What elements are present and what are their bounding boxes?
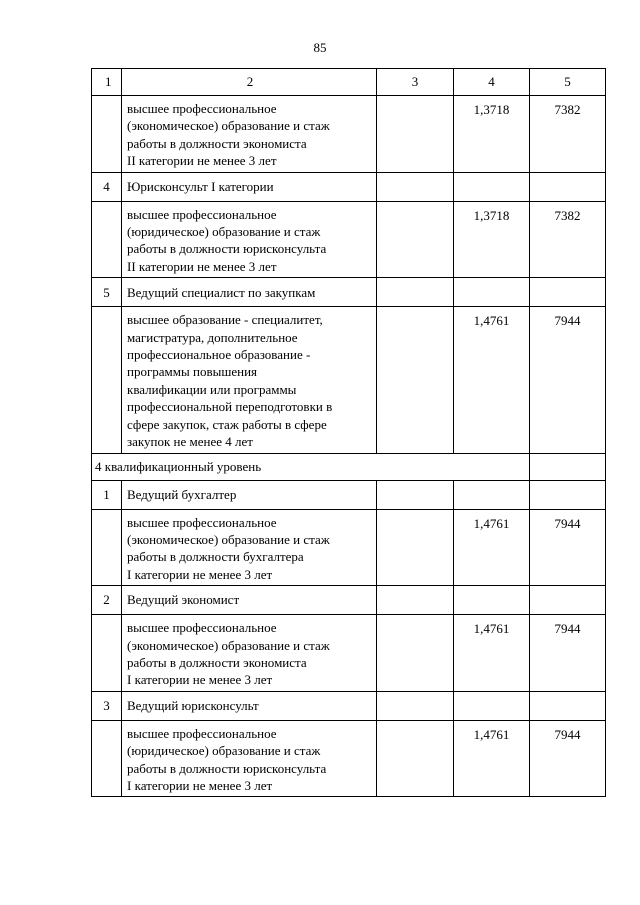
position-row xyxy=(92,172,606,201)
salary-value: 7944 xyxy=(530,509,606,586)
coefficient-value: 1,4761 xyxy=(454,307,530,453)
salary-cell xyxy=(530,586,606,615)
requirements-line: I категории не менее 3 лет xyxy=(127,566,273,582)
requirements-line: (юридическое) образование и стаж xyxy=(127,224,321,240)
cell-col-5 xyxy=(530,453,606,480)
requirements-line: I категории не менее 3 лет xyxy=(127,672,273,688)
coefficient-cell xyxy=(454,691,530,720)
salary-cell xyxy=(530,278,606,307)
cell-col-3 xyxy=(377,201,454,278)
position-row xyxy=(92,691,606,720)
salary-cell xyxy=(530,691,606,720)
coefficient-value: 1,4761 xyxy=(454,615,530,692)
requirements-text xyxy=(122,720,377,797)
header-cell-5: 5 xyxy=(530,69,606,96)
qualification-level-heading: 4 квалификационный уровень xyxy=(92,453,530,480)
requirements-line: работы в должности экономиста xyxy=(127,135,307,151)
requirements-text xyxy=(122,307,377,453)
coefficient-cell xyxy=(454,480,530,509)
requirements-row xyxy=(92,509,606,586)
cell-col-1 xyxy=(92,509,122,586)
position-number: 4 xyxy=(92,172,122,201)
salary-value: 7944 xyxy=(530,615,606,692)
coefficient-value: 1,3718 xyxy=(454,96,530,173)
requirements-line: профессиональное образование - xyxy=(127,347,311,363)
coefficient-cell xyxy=(454,172,530,201)
header-cell-3: 3 xyxy=(377,69,454,96)
requirements-row xyxy=(92,720,606,797)
cell-col-1 xyxy=(92,720,122,797)
position-number: 2 xyxy=(92,586,122,615)
requirements-text xyxy=(122,615,377,692)
qualification-table xyxy=(91,68,606,797)
header-cell-1: 1 xyxy=(92,69,122,96)
cell-col-1 xyxy=(92,307,122,453)
requirements-line: (юридическое) образование и стаж xyxy=(127,743,321,759)
page-number: 85 xyxy=(313,40,327,55)
coefficient-value: 1,4761 xyxy=(454,720,530,797)
position-title: Ведущий экономист xyxy=(122,586,377,615)
position-number: 5 xyxy=(92,278,122,307)
cell-col-3 xyxy=(377,480,454,509)
cell-col-3 xyxy=(377,307,454,453)
salary-cell xyxy=(530,480,606,509)
header-cell-2: 2 xyxy=(122,69,377,96)
cell-col-1 xyxy=(92,615,122,692)
requirements-line: работы в должности экономиста xyxy=(127,654,307,670)
salary-value: 7382 xyxy=(530,96,606,173)
requirements-line: I категории не менее 3 лет xyxy=(127,777,273,793)
requirements-line: высшее профессиональное xyxy=(127,206,277,222)
requirements-line: высшее профессиональное xyxy=(127,725,277,741)
salary-cell xyxy=(530,172,606,201)
header-row xyxy=(92,69,606,96)
requirements-row xyxy=(92,615,606,692)
requirements-line: работы в должности юрисконсульта xyxy=(127,241,327,257)
cell-col-3 xyxy=(377,96,454,173)
requirements-line: закупок не менее 4 лет xyxy=(127,434,253,450)
requirements-line: (экономическое) образование и стаж xyxy=(127,118,330,134)
salary-value: 7944 xyxy=(530,307,606,453)
cell-col-1 xyxy=(92,96,122,173)
salary-value: 7944 xyxy=(530,720,606,797)
salary-value: 7382 xyxy=(530,201,606,278)
position-title: Ведущий юрисконсульт xyxy=(122,691,377,720)
position-row xyxy=(92,586,606,615)
requirements-line: высшее образование - специалитет, xyxy=(127,312,323,328)
cell-col-3 xyxy=(377,278,454,307)
cell-col-3 xyxy=(377,172,454,201)
requirements-text xyxy=(122,96,377,173)
requirements-line: квалификации или программы xyxy=(127,381,297,397)
requirements-row xyxy=(92,201,606,278)
requirements-line: высшее профессиональное xyxy=(127,620,277,636)
position-row xyxy=(92,278,606,307)
coefficient-value: 1,4761 xyxy=(454,509,530,586)
coefficient-cell xyxy=(454,586,530,615)
requirements-line: магистратура, дополнительное xyxy=(127,329,298,345)
qualification-level-row xyxy=(92,453,606,480)
cell-col-3 xyxy=(377,691,454,720)
table-body xyxy=(92,69,606,797)
cell-col-3 xyxy=(377,720,454,797)
position-title: Ведущий специалист по закупкам xyxy=(122,278,377,307)
position-row xyxy=(92,480,606,509)
requirements-row xyxy=(92,307,606,453)
coefficient-value: 1,3718 xyxy=(454,201,530,278)
requirements-line: (экономическое) образование и стаж xyxy=(127,531,330,547)
position-number: 3 xyxy=(92,691,122,720)
requirements-line: работы в должности юрисконсульта xyxy=(127,760,327,776)
requirements-row xyxy=(92,96,606,173)
requirements-line: сфере закупок, стаж работы в сфере xyxy=(127,416,327,432)
requirements-line: работы в должности бухгалтера xyxy=(127,549,304,565)
requirements-line: профессиональной переподготовки в xyxy=(127,399,333,415)
coefficient-cell xyxy=(454,278,530,307)
cell-col-3 xyxy=(377,586,454,615)
requirements-line: (экономическое) образование и стаж xyxy=(127,637,330,653)
position-title: Ведущий бухгалтер xyxy=(122,480,377,509)
position-title: Юрисконсульт I категории xyxy=(122,172,377,201)
cell-col-1 xyxy=(92,201,122,278)
requirements-line: II категории не менее 3 лет xyxy=(127,153,277,169)
cell-col-3 xyxy=(377,509,454,586)
requirements-line: программы повышения xyxy=(127,364,257,380)
requirements-text xyxy=(122,201,377,278)
requirements-line: II категории не менее 3 лет xyxy=(127,258,277,274)
requirements-line: высшее профессиональное xyxy=(127,514,277,530)
requirements-text xyxy=(122,509,377,586)
header-cell-4: 4 xyxy=(454,69,530,96)
position-number: 1 xyxy=(92,480,122,509)
requirements-line: высшее профессиональное xyxy=(127,101,277,116)
cell-col-3 xyxy=(377,615,454,692)
